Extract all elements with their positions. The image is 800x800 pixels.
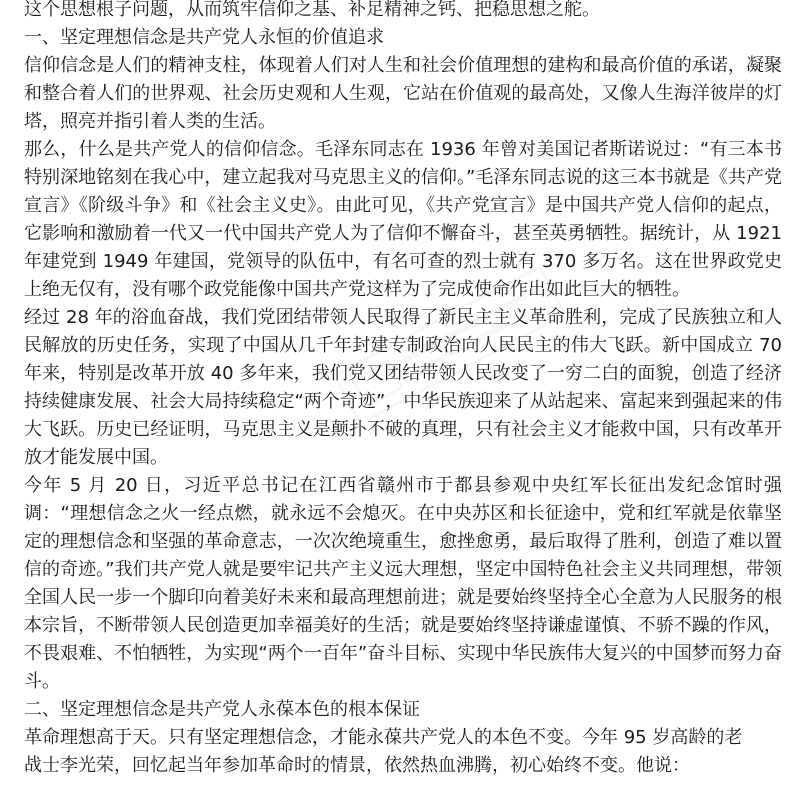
intro-line: 这个思想根子问题，从而筑牢信仰之基、补足精神之钙、把稳思想之舵。 bbox=[24, 0, 600, 20]
document-body bbox=[24, 0, 782, 780]
paragraph-3: 经过 28 年的浴血奋战，我们党团结带领人民取得了新民主主义革命胜利，完成了民族独立和人民解放的历史任务，实现了中国从几千年封建专制政治向人民民主的伟大飞跃。新中国成立 70 年来，特别是改革开放 40 多年来，我们党又团结带领人民改变了一穷二白的面貌，创造了经济持续健康发展、社会大局持续稳定“两个奇迹”，中华民族迎来了从站起来、富起来到强起来的伟大飞跃。历史已经证明，马克思主义是颠扑不破的真理，只有社会主义才能救中国，只有改革开放才能发展中国。 bbox=[24, 307, 782, 468]
paragraph-1: 信仰信念是人们的精神支柱，体现着人们对人生和社会价值理想的建构和最高价值的承诺，凝聚和整合着人们的世界观、社会历史观和人生观，它站在价值观的最高处，又像人生海洋彼岸的灯塔，照亮并指引着人类的生活。 bbox=[24, 55, 782, 132]
paragraph-5-line-1: 革命理想高于天。只有坚定理想信念，才能永葆共产党人的本色不变。今年 95 岁高龄的老 bbox=[24, 727, 743, 748]
section-1-heading: 一、坚定理想信念是共产党人永恒的价值追求 bbox=[24, 27, 384, 48]
paragraph-2: 那么，什么是共产党人的信仰信念。毛泽东同志在 1936 年曾对美国记者斯诺说过：“有三本书特别深地铭刻在我心中，建立起我对马克思主义的信仰。”毛泽东同志说的这三本书就是《共产党宣言》《阶级斗争》和《社会主义史》。由此可见，《共产党宣言》是中国共产党人信仰的起点，它影响和激励着一代又一代中国共产党人为了信仰不懈奋斗，甚至英勇牺牲。据统计，从 1921 年建党到 1949 年建国，党领导的队伍中，有名可查的烈士就有 370 多万名。这在世界政党史上绝无仅有，没有哪个政党能像中国共产党这样为了完成使命作出如此巨大的牺牲。 bbox=[24, 139, 782, 300]
paragraph-5-cutoff-line: 战士李光荣，回忆起当年参加革命时的情景，依然热血沸腾，初心始终不变。他说： bbox=[24, 755, 690, 776]
paragraph-5 bbox=[24, 724, 782, 780]
section-2-heading: 二、坚定理想信念是共产党人永葆本色的根本保证 bbox=[24, 699, 420, 720]
paragraph-4: 今年 5 月 20 日，习近平总书记在江西省赣州市于都县参观中央红军长征出发纪念馆时强调：“理想信念之火一经点燃，就永远不会熄灭。在中央苏区和长征途中，党和红军就是依靠坚定的理想信念和坚强的革命意志，一次次绝境重生，愈挫愈勇，最后取得了胜利，创造了难以置信的奇迹。”我们共产党人就是要牢记共产主义远大理想，坚定中国特色社会主义共同理想，带领全国人民一步一个脚印向着美好未来和最高理想前进；就是要始终坚持全心全意为人民服务的根本宗旨，不断带领人民创造更加幸福美好的生活；就是要始终坚持谦虚谨慎、不骄不躁的作风，不畏艰难、不怕牺牲，为实现“两个一百年”奋斗目标、实现中华民族伟大复兴的中国梦而努力奋斗。 bbox=[24, 475, 782, 692]
